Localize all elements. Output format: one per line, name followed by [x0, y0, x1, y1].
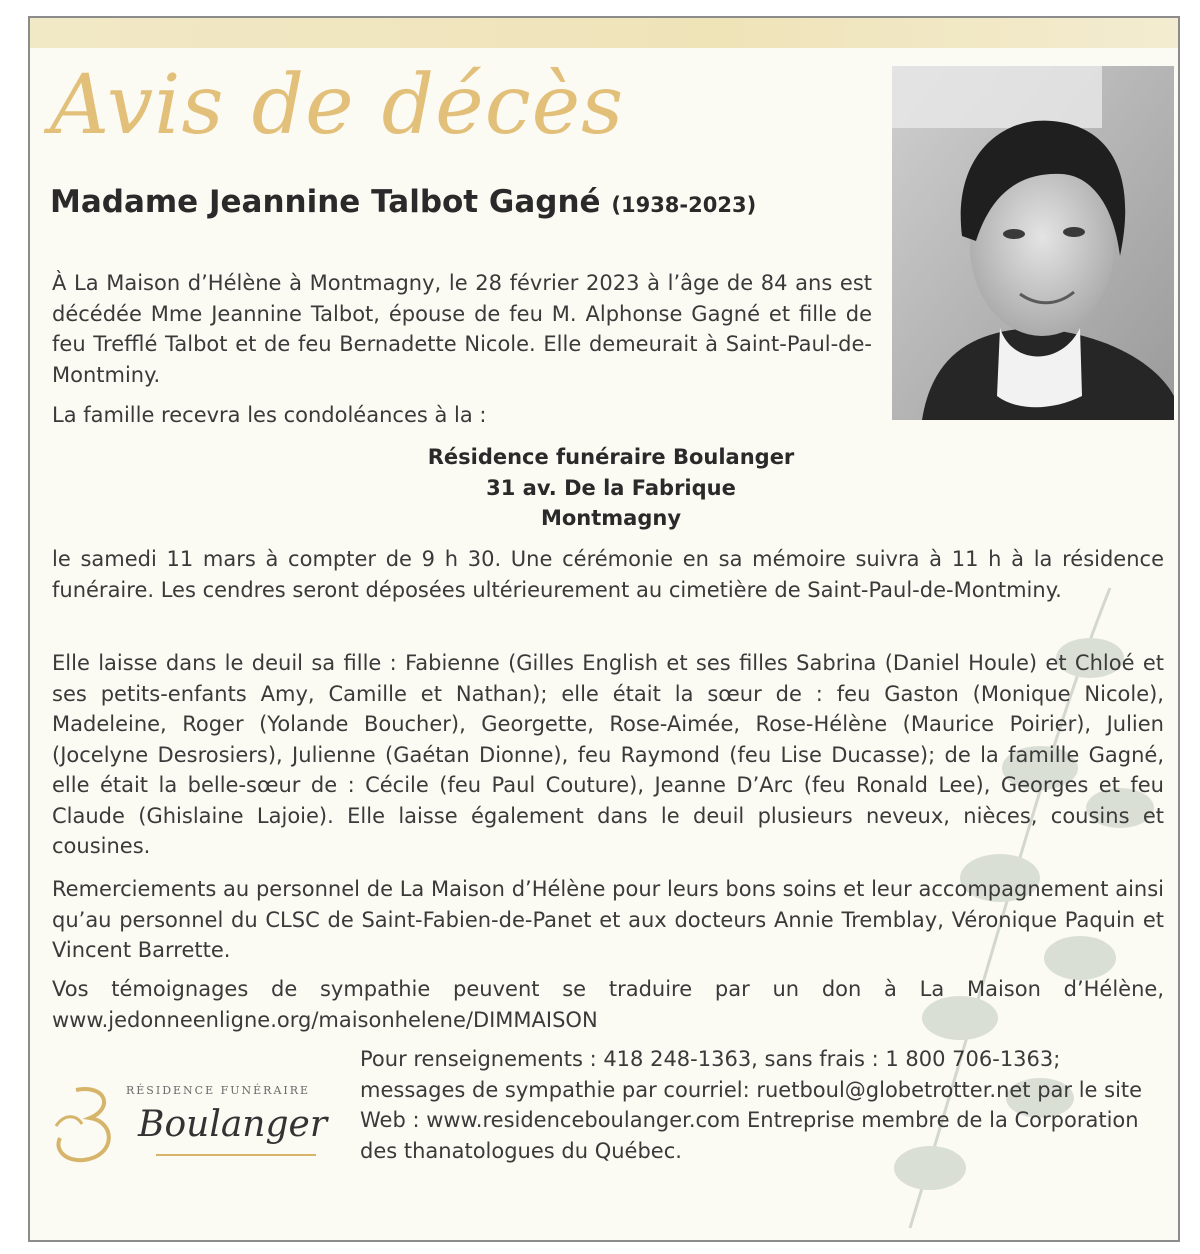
header-gold-bar — [30, 18, 1178, 48]
thanks-paragraph: Remerciements au personnel de La Maison d’Hélène pour leurs bons soins et leur accompagnement ainsi qu’au personnel du CLSC de Saint-Fabien-de-Panet et aux docteurs Annie Tremblay, Véronique Paquin et Vincent Barrette. — [52, 877, 1164, 962]
reception-paragraph: La famille recevra les condoléances à la : — [52, 403, 487, 427]
address-line-1: Résidence funéraire Boulanger — [427, 445, 795, 469]
donation-paragraph: Vos témoignages de sympathie peuvent se traduire par un don à La Maison d’Hélène, www.jedonneenligne.org/maisonhelene/DIMMAISON — [52, 977, 1164, 1032]
logo-subtitle: RÉSIDENCE FUNÉRAIRE — [126, 1084, 311, 1097]
logo-name: Boulanger — [138, 1104, 328, 1145]
life-years: (1938-2023) — [611, 193, 757, 217]
contact-info-paragraph: Pour renseignements : 418 248-1363, sans frais : 1 800 706-1363; messages de sympathie par courriel: ruetboul@globetrotter.net par le site Web : www.residenceboulanger.com Entreprise membre de la Corporation des thanatologues du Québec. — [360, 1047, 1143, 1163]
intro-paragraph: À La Maison d’Hélène à Montmagny, le 28 février 2023 à l’âge de 84 ans est décédée Mme Jeannine Talbot, épouse de feu M. Alphonse Gagné et fille de feu Trefflé Talbot et de feu Bernadette Nicole. Elle demeurait à Saint-Paul-de-Montminy. — [52, 271, 872, 387]
portrait-photo-icon — [892, 66, 1174, 420]
dove-b-icon — [46, 1078, 126, 1168]
service-paragraph: le samedi 11 mars à compter de 9 h 30. Une cérémonie en sa mémoire suivra à 11 h à la résidence funéraire. Les cendres seront déposées ultérieurement au cimetière de Saint-Paul-de-Montminy. — [52, 547, 1164, 602]
deceased-full-name: Madame Jeannine Talbot Gagné — [50, 184, 601, 220]
address-line-2: 31 av. De la Fabrique — [486, 475, 736, 500]
portrait-photo — [892, 66, 1174, 420]
funeral-home-address — [52, 442, 1170, 534]
page-title: Avis de décès — [50, 58, 625, 153]
funeral-home-logo — [46, 1070, 326, 1190]
deceased-name — [50, 184, 756, 220]
address-line-3: Montmagny — [540, 506, 682, 530]
obituary-frame — [28, 16, 1180, 1242]
logo-underline — [156, 1154, 316, 1156]
family-paragraph: Elle laisse dans le deuil sa fille : Fabienne (Gilles English et ses filles Sabrina (Daniel Houle) et Chloé et ses petits-enfants Amy, Camille et Nathan); elle était la sœur de : feu Gaston (Monique Nicole), Madeleine, Roger (Yolande Boucher), Georgette, Rose-Aimée, Rose-Hélène (Maurice Poirier), Julien (Jocelyne Desrosiers), Julienne (Gaétan Dionne), feu Raymond (feu Lise Ducasse); de la famille Gagné, elle était la belle-sœur de : Cécile (feu Paul Couture), Jeanne D’Arc (feu Ronald Lee), Georges et feu Claude (Ghislaine Lajoie). Elle laisse également dans le deuil plusieurs neveux, nièces, cousins et cousines. — [52, 651, 1164, 858]
